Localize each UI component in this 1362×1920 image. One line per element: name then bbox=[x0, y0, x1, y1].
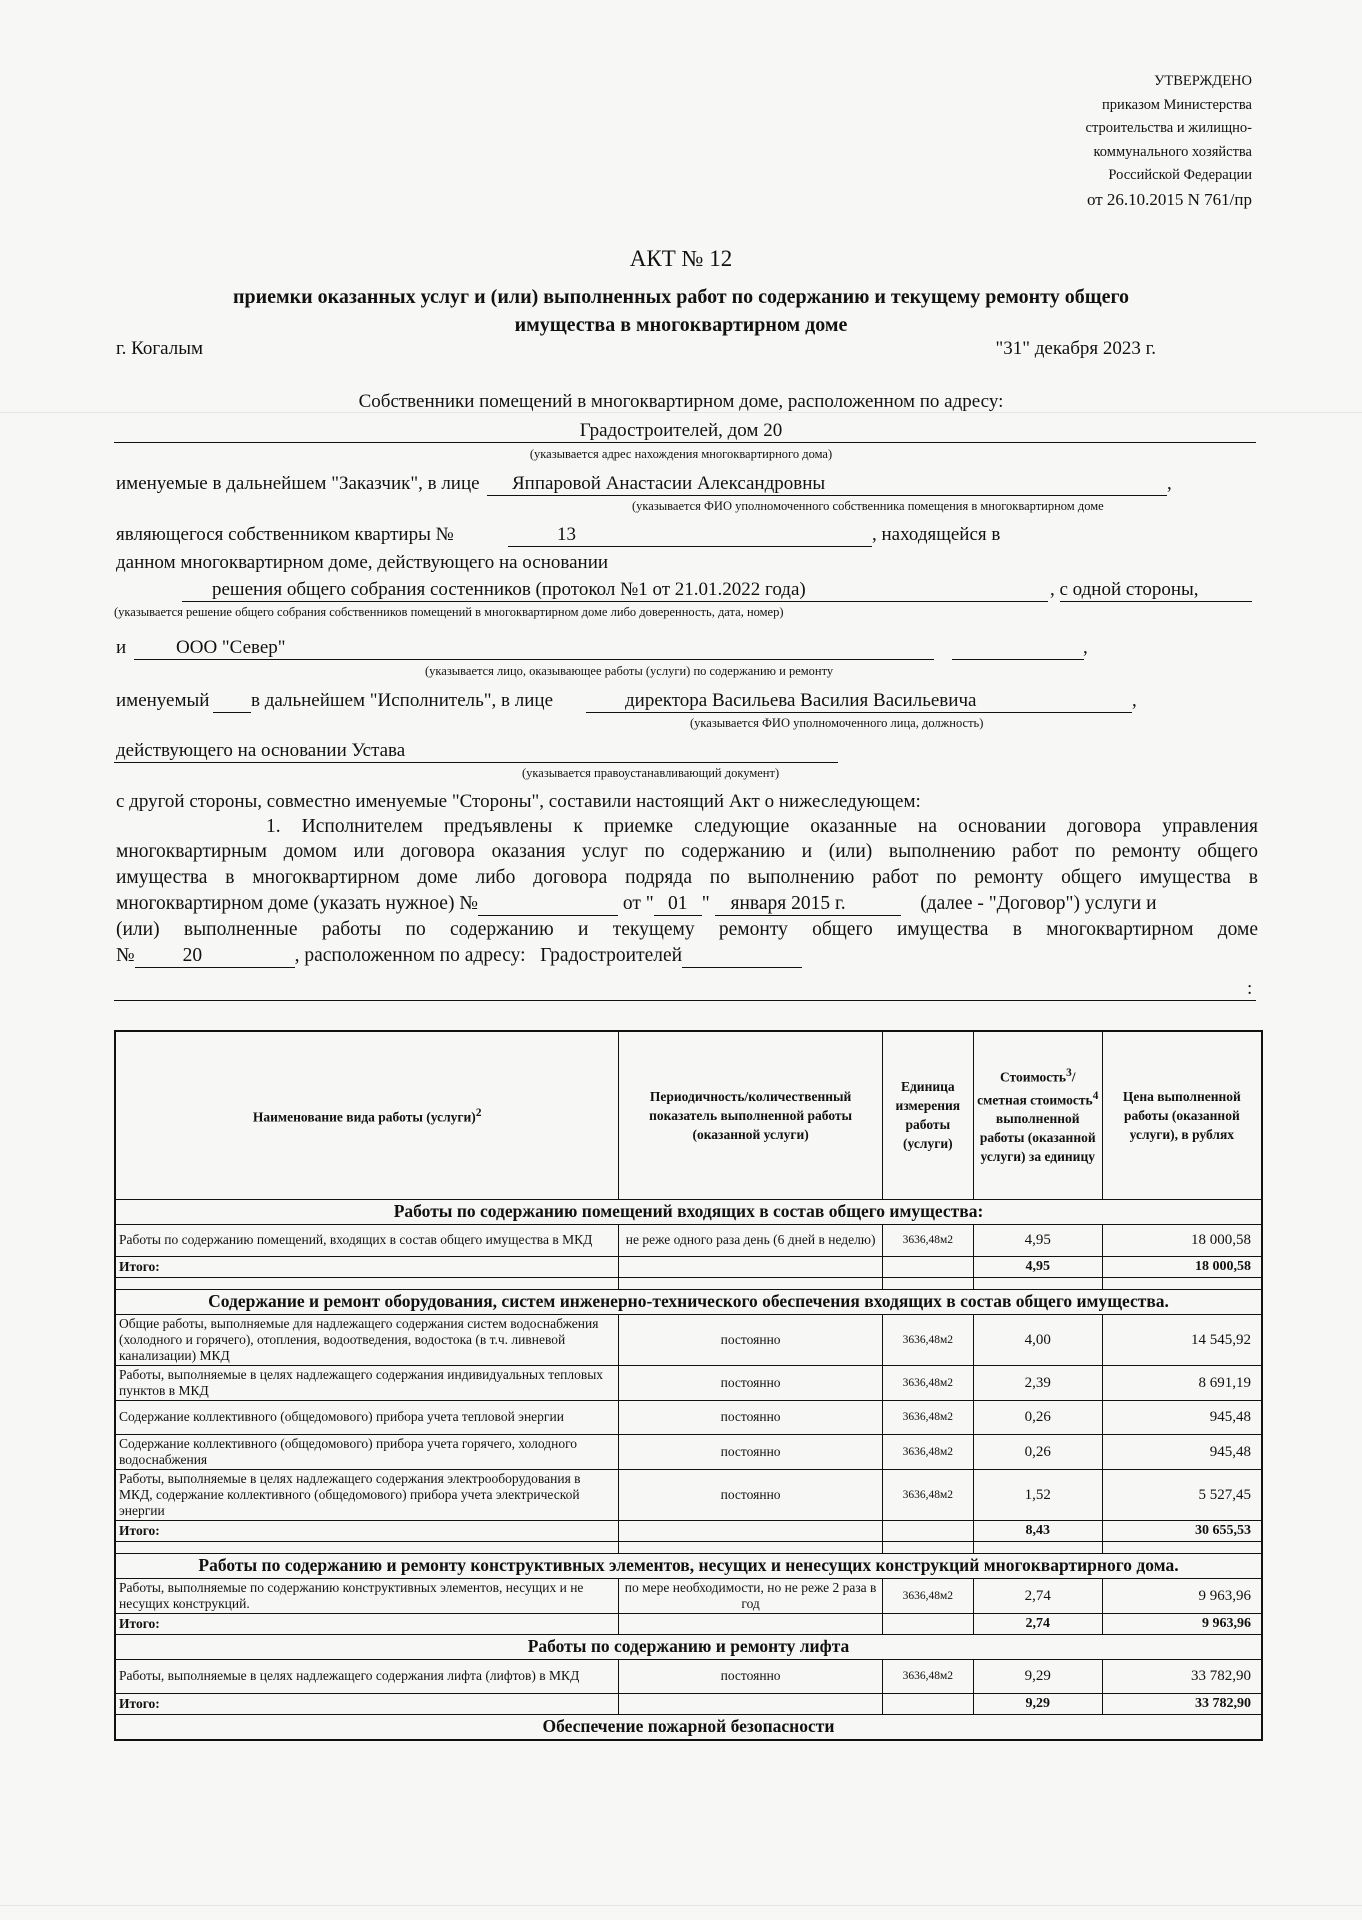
cell-periodicity: постоянно bbox=[619, 1659, 883, 1693]
owners-intro: Собственники помещений в многоквартирном доме, расположенном по адресу: bbox=[358, 391, 1004, 412]
cell-total-label: Итого: bbox=[115, 1520, 619, 1541]
cell-periodicity: постоянно bbox=[619, 1469, 883, 1520]
cell-unit-cost: 4,95 bbox=[973, 1224, 1102, 1256]
cell-unit: 3636,48м2 bbox=[882, 1224, 973, 1256]
header-unit: Единица измерения работы (услуги) bbox=[882, 1031, 973, 1199]
clause-1-line-5: (или) выполненные работы по содержанию и текущему ремонту общего имущества в многоквартирном доме bbox=[116, 919, 1258, 940]
cell-unit-cost: 9,29 bbox=[973, 1659, 1102, 1693]
cell-unit-cost: 2,74 bbox=[973, 1578, 1102, 1613]
cell-empty bbox=[1102, 1277, 1262, 1289]
table-row bbox=[115, 1578, 1262, 1613]
cell-empty bbox=[619, 1256, 883, 1277]
street-blank bbox=[682, 945, 802, 968]
section-title: Обеспечение пожарной безопасности bbox=[115, 1714, 1262, 1740]
table-row bbox=[115, 1224, 1262, 1256]
section-header-row bbox=[115, 1714, 1262, 1740]
header-periodicity: Периодичность/количественный показатель выполненной работы (оказанной услуги) bbox=[619, 1031, 883, 1199]
section-title: Работы по содержанию и ремонту лифта bbox=[115, 1634, 1262, 1659]
header-work-name bbox=[115, 1031, 619, 1199]
table-row bbox=[115, 1365, 1262, 1400]
header-cost-c: выполненной работы (оказанной услуги) за единицу bbox=[979, 1111, 1096, 1165]
cell-price: 5 527,45 bbox=[1102, 1469, 1262, 1520]
act-date: "31" декабря 2023 г. bbox=[995, 338, 1156, 359]
address-underline bbox=[114, 442, 1256, 443]
cell-total-label: Итого: bbox=[115, 1613, 619, 1634]
clause-1-line-6 bbox=[116, 945, 802, 968]
contractor-basis-underline bbox=[114, 762, 838, 763]
footnote-2: 2 bbox=[475, 1107, 482, 1119]
cell-work-name: Работы, выполняемые в целях надлежащего содержания электрооборудования в МКД, содержание коллективного (общедомового) прибора учета электрической энергии bbox=[115, 1469, 619, 1520]
cell-work-name: Общие работы, выполняемые для надлежащего содержания систем водоснабжения (холодного и горячего), отопления, водоотведения, водостока (в т.ч. ливневой канализации) МКД bbox=[115, 1314, 619, 1365]
clause-1-line-1: 1. Исполнителем предъявлены к приемке следующие оказанные на основании договора управления bbox=[266, 816, 1258, 837]
section-header-row bbox=[115, 1553, 1262, 1578]
contract-date-prefix: от " bbox=[622, 893, 654, 914]
customer-basis: решения общего собрания состенников (протокол №1 от 21.01.2022 года) bbox=[212, 579, 806, 600]
scan-artifact bbox=[0, 1905, 1362, 1906]
basis-line: данном многоквартирном доме, действующего на основании bbox=[116, 552, 609, 573]
cell-periodicity: не реже одного раза день (6 дней в неделю) bbox=[619, 1224, 883, 1256]
cell-periodicity: постоянно bbox=[619, 1434, 883, 1469]
apartment-number: 13 bbox=[557, 524, 576, 545]
cell-total-price: 18 000,58 bbox=[1102, 1256, 1262, 1277]
contract-day: 01 bbox=[654, 893, 702, 916]
customer-hint: (указывается ФИО уполномоченного собственника помещения в многоквартирном доме bbox=[632, 499, 1104, 513]
cell-price: 945,48 bbox=[1102, 1434, 1262, 1469]
contractor-rep-comma: , bbox=[1132, 690, 1137, 711]
house-address: Градостроителей, дом 20 bbox=[579, 420, 783, 441]
basis-suffix-underline bbox=[1060, 601, 1252, 602]
footnote-4: 4 bbox=[1092, 1089, 1099, 1102]
apartment-prefix: являющегося собственником квартиры № bbox=[116, 524, 454, 545]
cell-unit: 3636,48м2 bbox=[882, 1314, 973, 1365]
cell-price: 14 545,92 bbox=[1102, 1314, 1262, 1365]
table-row bbox=[115, 1469, 1262, 1520]
section-title: Содержание и ремонт оборудования, систем инженерно-технического обеспечения входящих в состав общего имущества. bbox=[115, 1289, 1262, 1314]
footnote-3: 3 bbox=[1066, 1067, 1072, 1080]
customer-name: Яппаровой Анастасии Александровны bbox=[512, 473, 826, 494]
contractor-prefix: именуемый bbox=[116, 690, 210, 711]
customer-comma: , bbox=[1167, 473, 1172, 494]
cell-empty bbox=[882, 1256, 973, 1277]
street-name: Градостроителей bbox=[540, 945, 683, 966]
cell-work-name: Содержание коллективного (общедомового) прибора учета тепловой энергии bbox=[115, 1400, 619, 1434]
cell-periodicity: постоянно bbox=[619, 1314, 883, 1365]
table-row bbox=[115, 1400, 1262, 1434]
cell-work-name: Работы, выполняемые в целях надлежащего содержания индивидуальных тепловых пунктов в МКД bbox=[115, 1365, 619, 1400]
cell-total-cost: 8,43 bbox=[973, 1520, 1102, 1541]
header-cost-b: /сметная стоимость bbox=[977, 1069, 1093, 1108]
basis-underline bbox=[182, 601, 1048, 602]
contractor-basis: действующего на основании Устава bbox=[116, 740, 406, 761]
act-title-line-2: имущества в многоквартирном доме bbox=[514, 314, 848, 336]
cell-price: 9 963,96 bbox=[1102, 1578, 1262, 1613]
address-hint: (указывается адрес нахождения многоквартирного дома) bbox=[529, 447, 833, 461]
table-body bbox=[115, 1199, 1262, 1740]
cell-price: 8 691,19 bbox=[1102, 1365, 1262, 1400]
total-row bbox=[115, 1613, 1262, 1634]
spacer-row bbox=[115, 1541, 1262, 1553]
contractor-rep-hint: (указывается ФИО уполномоченного лица, должность) bbox=[690, 716, 984, 730]
cell-empty bbox=[115, 1541, 619, 1553]
contractor-comma: , bbox=[1083, 637, 1088, 658]
contract-date-quote: " bbox=[701, 893, 710, 914]
table-header-row bbox=[115, 1031, 1262, 1199]
cell-unit: 3636,48м2 bbox=[882, 1659, 973, 1693]
address-line-underline bbox=[114, 1000, 1256, 1001]
cell-empty bbox=[619, 1520, 883, 1541]
section-header-row bbox=[115, 1199, 1262, 1224]
cell-periodicity: по мере необходимости, но не реже 2 раза в год bbox=[619, 1578, 883, 1613]
cell-periodicity: постоянно bbox=[619, 1365, 883, 1400]
table-row bbox=[115, 1314, 1262, 1365]
house-number-label: № bbox=[116, 945, 135, 966]
clause-end-colon: : bbox=[1247, 978, 1253, 999]
city: г. Когалым bbox=[116, 338, 204, 359]
clause-1-line-1-wrap bbox=[116, 816, 1258, 838]
cell-price: 33 782,90 bbox=[1102, 1659, 1262, 1693]
cell-empty bbox=[882, 1693, 973, 1714]
cell-unit: 3636,48м2 bbox=[882, 1434, 973, 1469]
approval-line: Российской Федерации bbox=[1108, 167, 1252, 183]
header-unit-cost bbox=[973, 1031, 1102, 1199]
cell-total-cost: 9,29 bbox=[973, 1693, 1102, 1714]
cell-unit-cost: 0,26 bbox=[973, 1400, 1102, 1434]
customer-name-underline bbox=[487, 495, 1167, 496]
approval-order-number: от 26.10.2015 N 761/пр bbox=[1086, 189, 1252, 209]
contract-number-label: многоквартирном доме (указать нужное) № bbox=[116, 893, 478, 914]
header-work-name-text: Наименование вида работы (услуги) bbox=[252, 1109, 476, 1125]
works-table bbox=[114, 1030, 1263, 1741]
cell-price: 18 000,58 bbox=[1102, 1224, 1262, 1256]
apartment-suffix: , находящейся в bbox=[872, 524, 1001, 545]
address-label: , расположенном по адресу: bbox=[294, 945, 526, 966]
contract-note: (далее - "Договор") услуги и bbox=[920, 893, 1157, 914]
contract-date-blank bbox=[846, 893, 901, 916]
cell-total-cost: 4,95 bbox=[973, 1256, 1102, 1277]
header-price: Цена выполненной работы (оказанной услуги), в рублях bbox=[1102, 1031, 1262, 1199]
contract-month: января 2015 г. bbox=[715, 893, 846, 916]
total-row bbox=[115, 1693, 1262, 1714]
clause-1-line-4 bbox=[116, 893, 1157, 916]
cell-total-price: 33 782,90 bbox=[1102, 1693, 1262, 1714]
cell-empty bbox=[619, 1613, 883, 1634]
section-header-row bbox=[115, 1289, 1262, 1314]
cell-unit-cost: 1,52 bbox=[973, 1469, 1102, 1520]
cell-unit: 3636,48м2 bbox=[882, 1578, 973, 1613]
contractor-rep: директора Васильева Василия Васильевича bbox=[625, 690, 977, 711]
cell-unit: 3636,48м2 bbox=[882, 1365, 973, 1400]
section-title: Работы по содержанию помещений входящих в состав общего имущества: bbox=[115, 1199, 1262, 1224]
cell-empty bbox=[619, 1277, 883, 1289]
contractor-rep-underline bbox=[586, 712, 1132, 713]
total-row bbox=[115, 1256, 1262, 1277]
cell-total-label: Итого: bbox=[115, 1256, 619, 1277]
clause-1-line-2: многоквартирным домом или договора оказания услуг по содержанию и (или) выполнению работ по ремонту общего bbox=[116, 841, 1258, 862]
customer-prefix: именуемые в дальнейшем "Заказчик", в лице bbox=[116, 473, 480, 494]
contract-number-blank bbox=[478, 893, 618, 916]
cell-work-name: Содержание коллективного (общедомового) прибора учета горячего, холодного водоснабжения bbox=[115, 1434, 619, 1469]
section-title: Работы по содержанию и ремонту конструктивных элементов, несущих и ненесущих конструкций многоквартирного дома. bbox=[115, 1553, 1262, 1578]
house-number: 20 bbox=[135, 945, 295, 968]
cell-empty bbox=[882, 1613, 973, 1634]
contractor-hint: (указывается лицо, оказывающее работы (услуги) по содержанию и ремонту bbox=[425, 664, 834, 678]
contractor-prefix-underline bbox=[213, 712, 251, 713]
cell-empty bbox=[619, 1693, 883, 1714]
approval-line: строительства и жилищно- bbox=[1085, 120, 1252, 136]
contractor-underline bbox=[134, 659, 934, 660]
header-cost-a: Стоимость bbox=[999, 1069, 1067, 1085]
cell-empty bbox=[882, 1520, 973, 1541]
basis-suffix: , с одной стороны, bbox=[1050, 579, 1199, 600]
cell-empty bbox=[619, 1541, 883, 1553]
approval-line: коммунального хозяйства bbox=[1093, 143, 1252, 160]
cell-work-name: Работы, выполняемые в целях надлежащего содержания лифта (лифтов) в МКД bbox=[115, 1659, 619, 1693]
cell-unit: 3636,48м2 bbox=[882, 1469, 973, 1520]
cell-empty bbox=[882, 1541, 973, 1553]
table-row bbox=[115, 1434, 1262, 1469]
basis-hint: (указывается решение общего собрания собственников помещений в многоквартирном доме либо доверенность, дата, номер) bbox=[114, 605, 784, 619]
cell-unit-cost: 0,26 bbox=[973, 1434, 1102, 1469]
cell-price: 945,48 bbox=[1102, 1400, 1262, 1434]
cell-total-price: 9 963,96 bbox=[1102, 1613, 1262, 1634]
cell-unit: 3636,48м2 bbox=[882, 1400, 973, 1434]
act-number: АКТ № 12 bbox=[629, 246, 733, 271]
spacer-row bbox=[115, 1277, 1262, 1289]
cell-total-label: Итого: bbox=[115, 1693, 619, 1714]
approval-block bbox=[1086, 70, 1252, 211]
section-header-row bbox=[115, 1634, 1262, 1659]
cell-work-name: Работы по содержанию помещений, входящих в состав общего имущества в МКД bbox=[115, 1224, 619, 1256]
contractor-basis-hint: (указывается правоустанавливающий документ) bbox=[522, 766, 780, 780]
cell-unit-cost: 2,39 bbox=[973, 1365, 1102, 1400]
total-row bbox=[115, 1520, 1262, 1541]
clause-1-line-3: имущества в многоквартирном доме либо договора подряда по выполнению работ по ремонту общего имущества в bbox=[116, 867, 1258, 888]
cell-empty bbox=[115, 1277, 619, 1289]
cell-unit-cost: 4,00 bbox=[973, 1314, 1102, 1365]
cell-empty bbox=[973, 1277, 1102, 1289]
contractor-middle: в дальнейшем "Исполнитель", в лице bbox=[251, 690, 553, 711]
act-title bbox=[0, 283, 1362, 339]
approval-line: УТВЕРЖДЕНО bbox=[1154, 73, 1252, 89]
cell-total-price: 30 655,53 bbox=[1102, 1520, 1262, 1541]
cell-empty bbox=[882, 1277, 973, 1289]
apartment-underline bbox=[508, 546, 872, 547]
cell-periodicity: постоянно bbox=[619, 1400, 883, 1434]
and-label: и bbox=[116, 637, 127, 658]
act-title-line-1: приемки оказанных услуг и (или) выполненных работ по содержанию и текущему ремонту общего bbox=[232, 286, 1130, 308]
approval-line: приказом Министерства bbox=[1102, 96, 1252, 113]
table-row bbox=[115, 1659, 1262, 1693]
cell-total-cost: 2,74 bbox=[973, 1613, 1102, 1634]
cell-empty bbox=[1102, 1541, 1262, 1553]
cell-empty bbox=[973, 1541, 1102, 1553]
contractor-underline-2 bbox=[952, 659, 1084, 660]
cell-work-name: Работы, выполняемые по содержанию конструктивных элементов, несущих и не несущих конструкций. bbox=[115, 1578, 619, 1613]
contractor-name: ООО "Север" bbox=[176, 637, 286, 658]
parties-line: с другой стороны, совместно именуемые "Стороны", составили настоящий Акт о нижеследующем: bbox=[116, 791, 921, 812]
